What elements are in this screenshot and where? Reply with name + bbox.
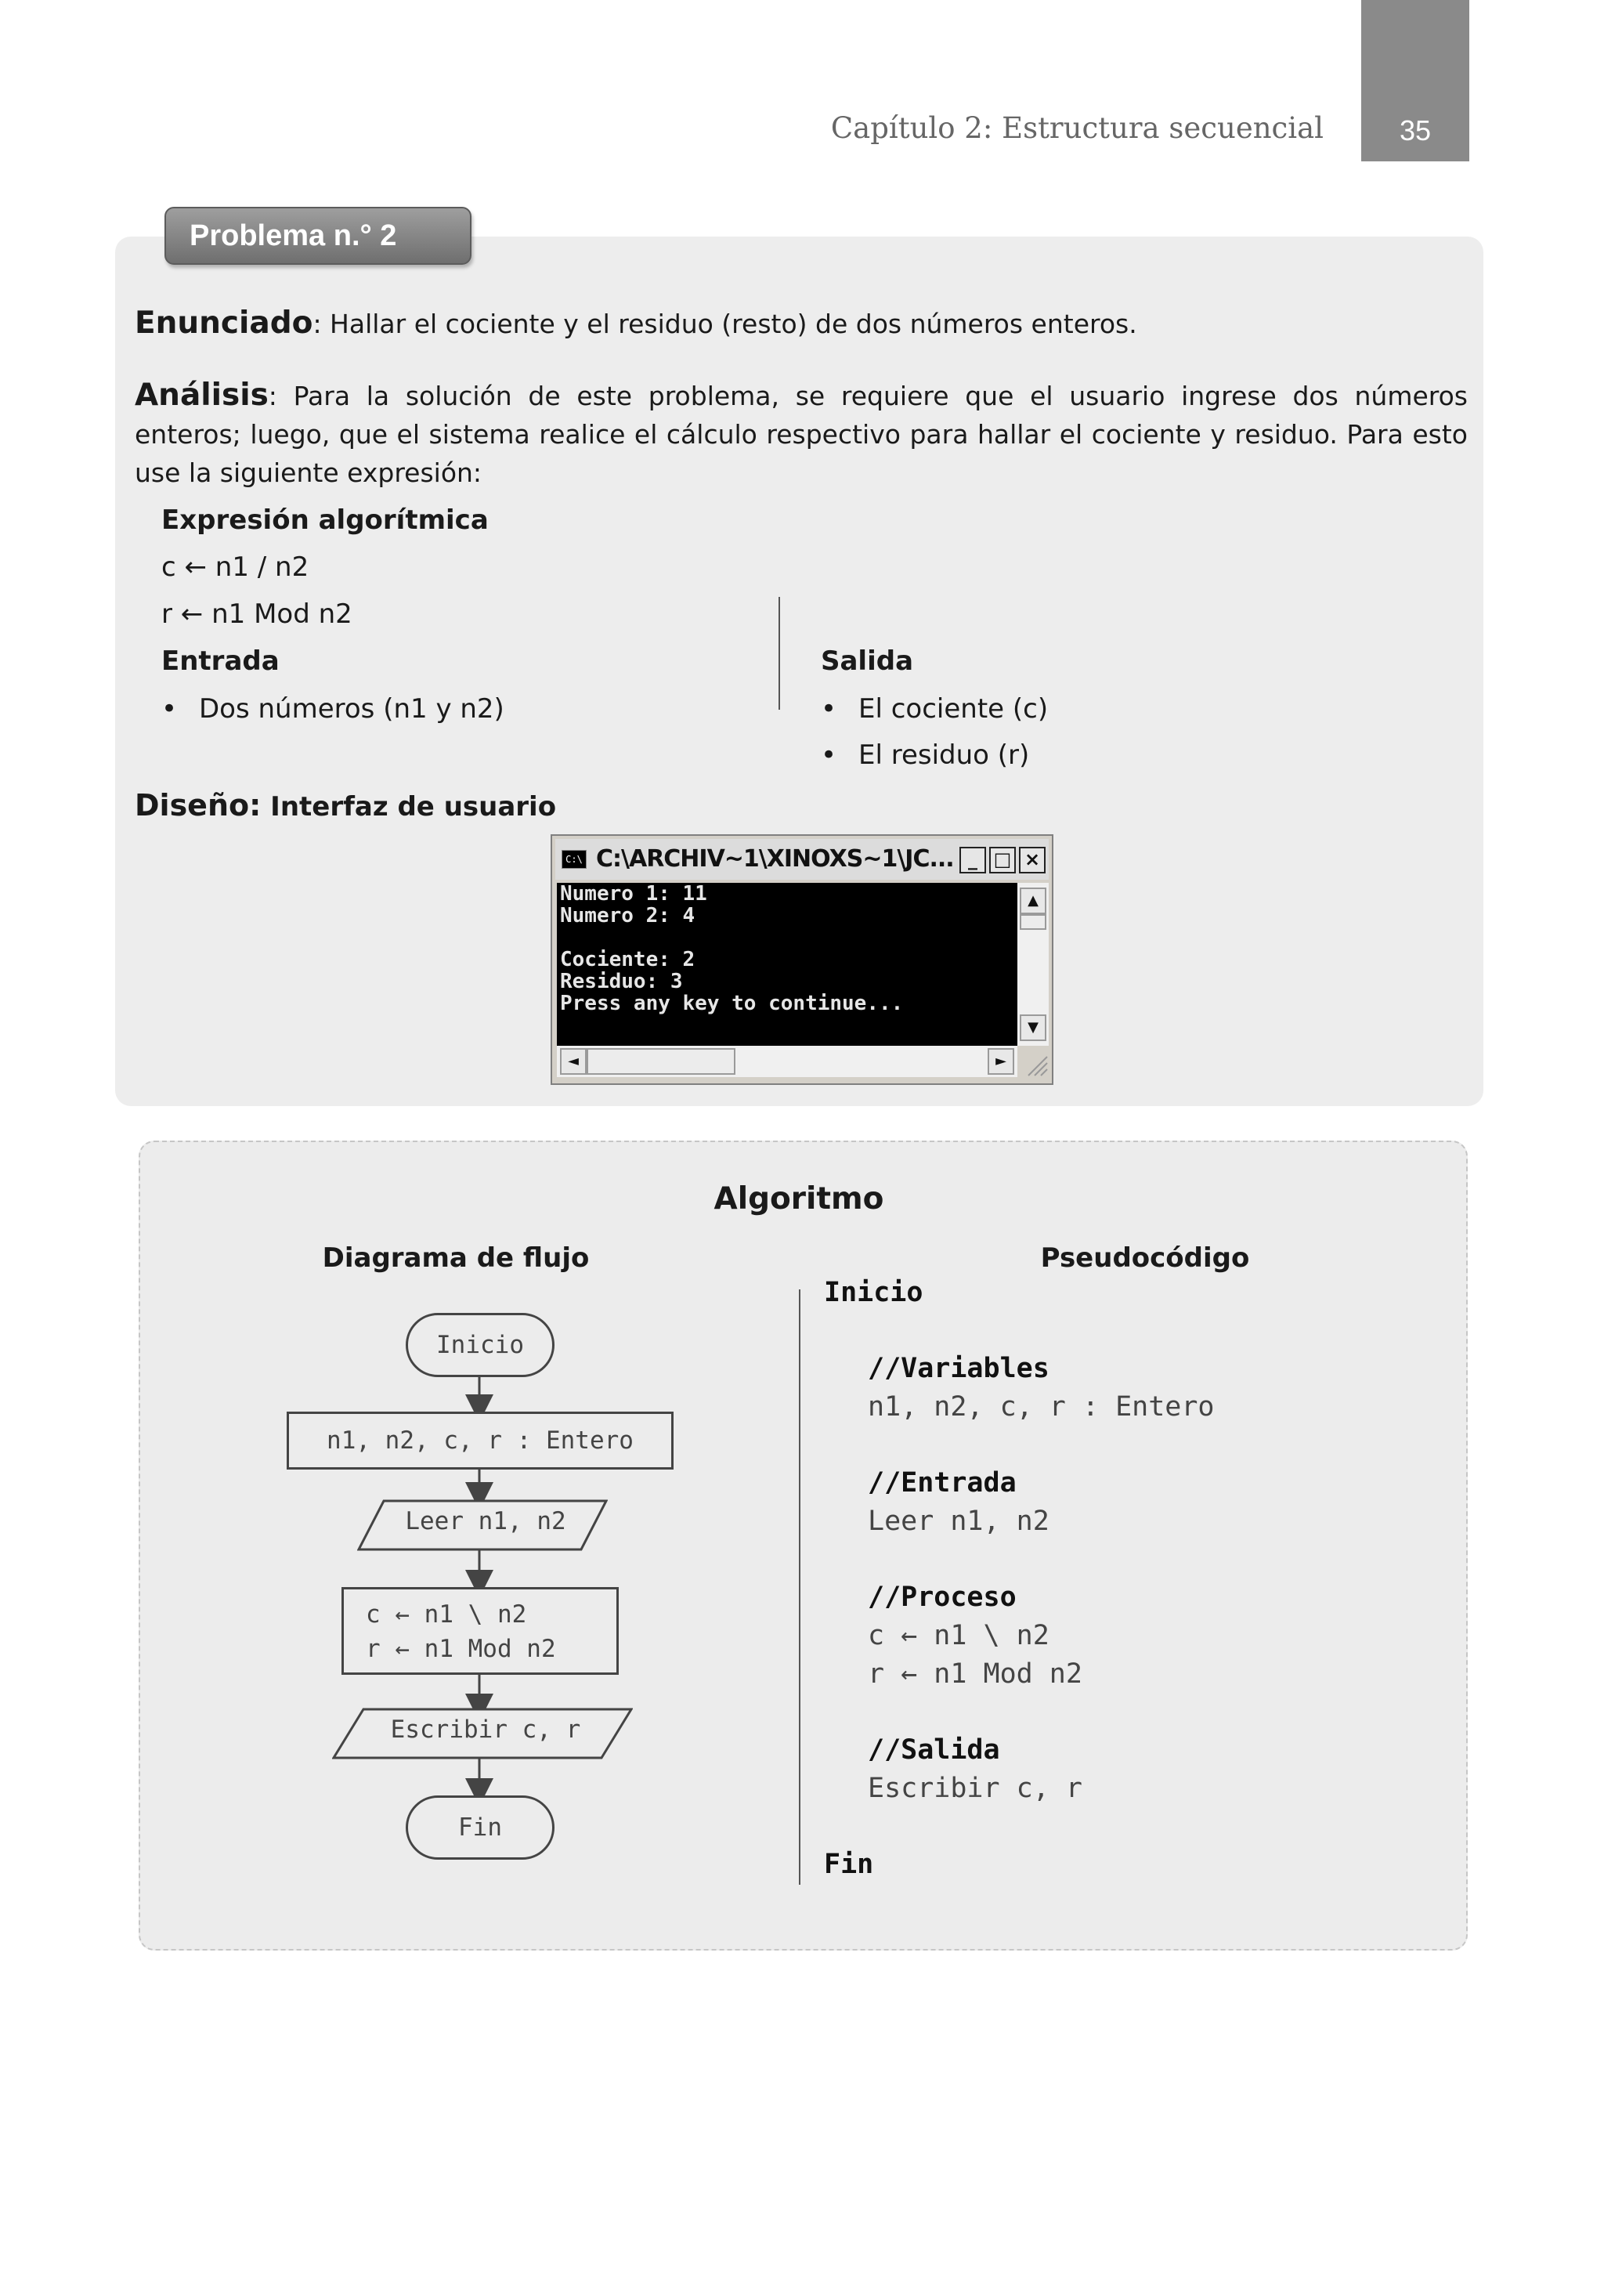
expresion-line: c ← n1 / n2 — [161, 551, 309, 583]
flow-input-text: Leer n1, n2 — [405, 1507, 566, 1535]
page-number: 35 — [1399, 114, 1432, 146]
flow-start-terminal: Inicio — [406, 1313, 555, 1377]
pseudo-salida-comment: //Salida — [868, 1734, 1000, 1766]
pseudo-proceso-comment: //Proceso — [868, 1582, 1017, 1613]
salida-title: Salida — [821, 645, 914, 677]
pseudo-inicio: Inicio — [824, 1277, 923, 1308]
console-app-icon: C:\ — [562, 850, 587, 869]
analisis-paragraph — [135, 376, 1468, 492]
enunciado-label: Enunciado — [135, 306, 313, 341]
algorithm-divider — [799, 1289, 800, 1885]
flow-process-line: r ← n1 Mod n2 — [366, 1635, 556, 1663]
pseudo-proceso-line: r ← n1 Mod n2 — [868, 1658, 1082, 1690]
analisis-label: Análisis — [135, 378, 269, 413]
enunciado-paragraph — [135, 304, 1466, 343]
minimize-button[interactable]: _ — [959, 847, 986, 873]
console-window — [551, 834, 1053, 1085]
console-line: Cociente: 2 — [560, 948, 695, 971]
salida-list — [821, 686, 1048, 779]
flow-end-terminal: Fin — [406, 1795, 555, 1860]
resize-grip-icon[interactable] — [1021, 1049, 1049, 1077]
console-line: Press any key to continue... — [560, 992, 904, 1015]
pseudo-proceso-line: c ← n1 \ n2 — [868, 1620, 1049, 1651]
salida-item: • El residuo (r) — [821, 732, 1048, 779]
horizontal-scroll-thumb[interactable] — [587, 1048, 735, 1075]
console-line: Numero 1: 11 — [560, 883, 707, 906]
flow-process-line: c ← n1 \ n2 — [366, 1600, 527, 1629]
console-output — [557, 883, 1017, 1046]
expresion-title: Expresión algorítmica — [161, 504, 489, 536]
console-line: Residuo: 3 — [560, 970, 683, 993]
scroll-left-icon[interactable]: ◄ — [560, 1048, 587, 1075]
page-tab — [1361, 0, 1469, 161]
entrada-item: • Dos números (n1 y n2) — [161, 686, 504, 732]
scroll-up-icon[interactable]: ▲ — [1020, 888, 1046, 914]
enunciado-text: : Hallar el cociente y el residuo (resto) de dos números enteros. — [312, 309, 1137, 339]
entrada-list — [161, 686, 504, 732]
scroll-down-icon[interactable]: ▼ — [1020, 1014, 1046, 1041]
salida-item: • El cociente (c) — [821, 686, 1048, 732]
vertical-scroll-thumb[interactable] — [1020, 914, 1046, 930]
pseudo-entrada-comment: //Entrada — [868, 1467, 1017, 1499]
problem-label: Problema n.° 2 — [164, 207, 471, 265]
diseno-heading — [135, 788, 556, 823]
analisis-text: : Para la solución de este problema, se requiere que el usuario ingrese dos números enteros; luego, que el sistema realice el cálculo respectivo para hallar el cociente y residuo. Para esto use la siguiente expresión: — [135, 381, 1468, 488]
flow-output-text: Escribir c, r — [390, 1716, 581, 1744]
pseudo-fin: Fin — [824, 1849, 874, 1880]
chapter-title: Capítulo 2: Estructura secuencial — [830, 111, 1324, 145]
flow-declare-box: n1, n2, c, r : Entero — [287, 1412, 674, 1470]
pseudo-variables: n1, n2, c, r : Entero — [868, 1391, 1215, 1423]
maximize-button[interactable]: □ — [989, 847, 1016, 873]
console-line — [557, 927, 1017, 949]
flow-title: Diagrama de flujo — [322, 1242, 590, 1274]
pseudo-variables-comment: //Variables — [868, 1353, 1049, 1384]
flow-process-box — [341, 1587, 619, 1675]
pseudo-salida: Escribir c, r — [868, 1773, 1082, 1804]
scroll-right-icon[interactable]: ► — [988, 1048, 1014, 1075]
console-title: C:\ARCHIV~1\XINOXS~1\JC... — [596, 845, 954, 873]
entrada-title: Entrada — [161, 645, 280, 677]
console-titlebar[interactable] — [555, 839, 1049, 880]
console-line: Numero 2: 4 — [560, 904, 695, 927]
flowchart — [282, 1300, 689, 1880]
diseno-label: Diseño: — [135, 788, 262, 823]
expresion-line: r ← n1 Mod n2 — [161, 598, 352, 630]
algorithm-title: Algoritmo — [713, 1181, 884, 1217]
close-button[interactable]: × — [1019, 847, 1046, 873]
pseudo-title: Pseudocódigo — [1040, 1242, 1250, 1274]
pseudo-entrada: Leer n1, n2 — [868, 1506, 1049, 1537]
io-divider — [779, 597, 780, 710]
diseno-text: Interfaz de usuario — [261, 791, 557, 823]
vertical-scrollbar[interactable] — [1017, 883, 1049, 1046]
horizontal-scrollbar[interactable] — [557, 1046, 1017, 1077]
